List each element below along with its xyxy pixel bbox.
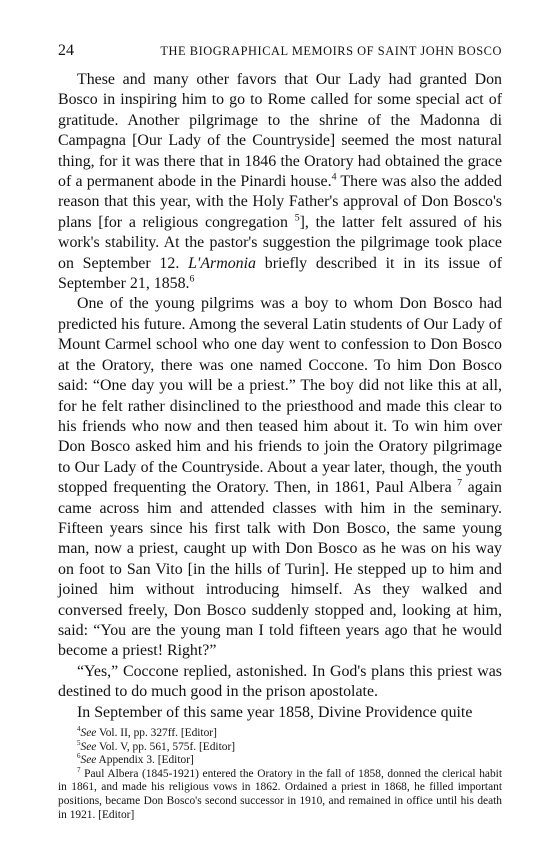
text-run: These and many other favors that Our Lady had granted Don Bosco in inspiring him to go to Rome called for some special act of gratitude. Another pilgrimage to the shrine of the Madonna di Campagna [Our Lady of the Countryside] seemed the most natural thing, for it was there that in 1846 the Oratory had obtained the grace of a permanent abode in the Pinardi house.	[58, 71, 502, 191]
footnote-mark: 4	[77, 725, 81, 734]
footnote-ref-5: 5	[294, 212, 300, 224]
footnote-mark: 5	[77, 738, 81, 747]
book-page	[58, 42, 502, 822]
footnote-7	[58, 765, 502, 822]
footnote-text: Appendix 3. [Editor]	[96, 754, 194, 767]
footnote-mark: 6	[77, 752, 81, 761]
newspaper-title: L'Armonia	[188, 254, 256, 272]
paragraph-1	[58, 70, 502, 294]
paragraph-4: In September of this same year 1858, Divine Providence quite	[77, 703, 473, 721]
footnote-6	[58, 754, 502, 768]
footnote-text: Paul Albera (1845-1921) entered the Oratory in the fall of 1858, donned the clerical habit in 1861, and made his religious vows in 1862. Ordained a priest in 1868, he filled important positions, became Don Bosco's second successor in 1910, and remained in office until his death in 1921. [Editor]	[58, 767, 502, 821]
see-label: See	[80, 740, 97, 753]
body-text	[58, 70, 502, 723]
footnote-4	[58, 727, 502, 741]
see-label: See	[80, 727, 97, 739]
text-run: One of the young pilgrims was a boy to whom Don Bosco had predicted his future. Among the several Latin students of Our Lady of Mount Carmel school who one day went to confession to Don Bosco at the Oratory, there was one named Coccone. To him Don Bosco said: “One day you will be a priest.” The boy did not like this at all, for he felt rather disinclined to the priesthood and made this clear to his friends who now and then teased him about it. To win him over Don Bosco asked him and his friends to join the Oratory pilgrimage to Our Lady of the Countryside. About a year later, though, the youth stopped frequenting the Oratory. Then, in 1861, Paul Albera	[58, 295, 502, 497]
text-run: briefly described it in its issue of September 21, 1858.	[58, 254, 502, 293]
footnote-5	[58, 738, 502, 755]
text-run: again came across him and attended classes with him in the seminary. Fifteen years since his first talk with Don Bosco, the same young man, now a priest, caught up with Don Bosco as he was on his way on foot to San Vito [in the hills of Turin]. He stepped up to him and joined him without introducing himself. As they walked and conversed freely, Don Bosco suddenly stopped and, looking at him, said: “You are the young man I told fifteen years ago that he would become a priest! Right?”	[58, 479, 503, 660]
footnotes	[58, 727, 502, 822]
see-label: See	[80, 754, 97, 767]
text-run: ], the latter felt assured of his work's stability. At the pastor's suggestion the pilgrimage took place on September 12.	[58, 213, 502, 272]
footnote-ref-6: 6	[189, 273, 195, 285]
footnote-text: Vol. V, pp. 561, 575f. [Editor]	[96, 740, 236, 753]
text-run: There was also the added reason that this year, with the Holy Father's approval of Don Bosco's plans [for a religious congregation	[58, 173, 503, 231]
page-header	[58, 42, 502, 64]
running-head: THE BIOGRAPHICAL MEMOIRS OF SAINT JOHN BOSCO	[160, 44, 502, 58]
footnote-ref-4: 4	[331, 171, 337, 183]
paragraph-2	[58, 294, 502, 661]
paragraph-3: “Yes,” Coccone replied, astonished. In God's plans this priest was destined to do much good in the prison apostolate.	[58, 662, 502, 701]
page-number: 24	[58, 42, 74, 59]
footnote-ref-7: 7	[457, 477, 463, 489]
footnote-text: Vol. II, pp. 327ff. [Editor]	[96, 727, 217, 739]
footnote-mark: 7	[77, 765, 81, 774]
